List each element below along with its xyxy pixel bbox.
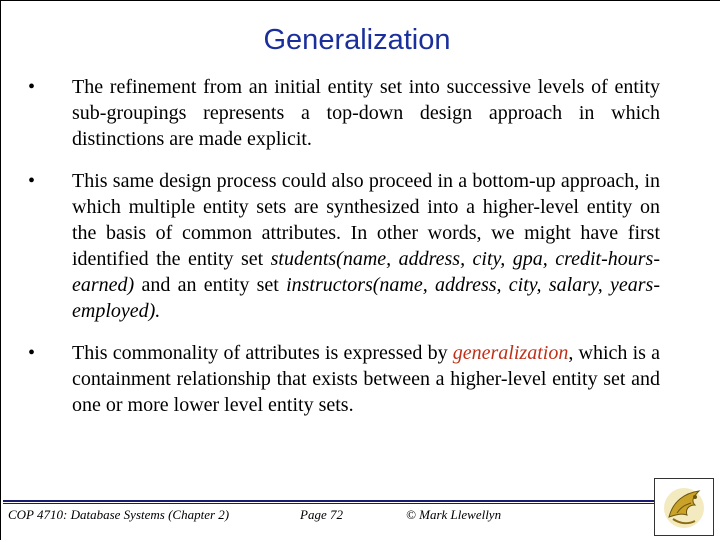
bullet-text-run: , which is a containment relationship that exists between a higher-level entity set and one or more lower level entity sets.: [72, 342, 661, 416]
bullet-text: [72, 340, 660, 418]
slide-border-left: [0, 0, 1, 540]
ucf-pegasus-logo-icon: [654, 478, 714, 536]
bullet-mark: •: [28, 76, 36, 98]
bullet-text-run: This commonality of attributes is expressed by: [72, 342, 453, 364]
footer-page-number: Page 72: [300, 507, 343, 522]
slide-title: Generalization: [263, 24, 451, 56]
footer: [6, 507, 656, 527]
bullet-emphasis-run: students(name, address, city, gpa, credit-hours-earned): [72, 248, 660, 296]
footer-rule: [3, 500, 657, 502]
bullet-emphasis-run: generalization: [452, 342, 569, 364]
bullet-text-run: The refinement from an initial entity set into successive levels of entity sub-groupings represents a top-down design approach in which distinctions are made explicit.: [72, 76, 660, 150]
bullet-text-run: and an entity set: [134, 274, 287, 296]
bullet-item: [28, 168, 660, 324]
bullet-list: [28, 74, 660, 434]
bullet-mark: •: [28, 170, 36, 192]
bullet-emphasis-run: instructors(name, address, city, salary, years-employed).: [72, 274, 660, 322]
slide-border-top: [0, 0, 720, 1]
footer-course: COP 4710: Database Systems (Chapter 2): [8, 507, 230, 522]
bullet-item: [28, 74, 660, 152]
bullet-item: [28, 340, 660, 418]
bullet-text: [72, 168, 660, 324]
footer-rule-thin: [3, 503, 657, 504]
bullet-mark: •: [28, 342, 36, 364]
bullet-text: [72, 74, 660, 152]
logo-graphic: [655, 479, 713, 535]
footer-copyright: © Mark Llewellyn: [406, 507, 502, 522]
bullet-text-run: This same design process could also proceed in a bottom-up approach, in which multiple entity sets are synthesized into a higher-level entity on the basis of common attributes. In other words, we might have first identified the entity set: [72, 170, 660, 270]
